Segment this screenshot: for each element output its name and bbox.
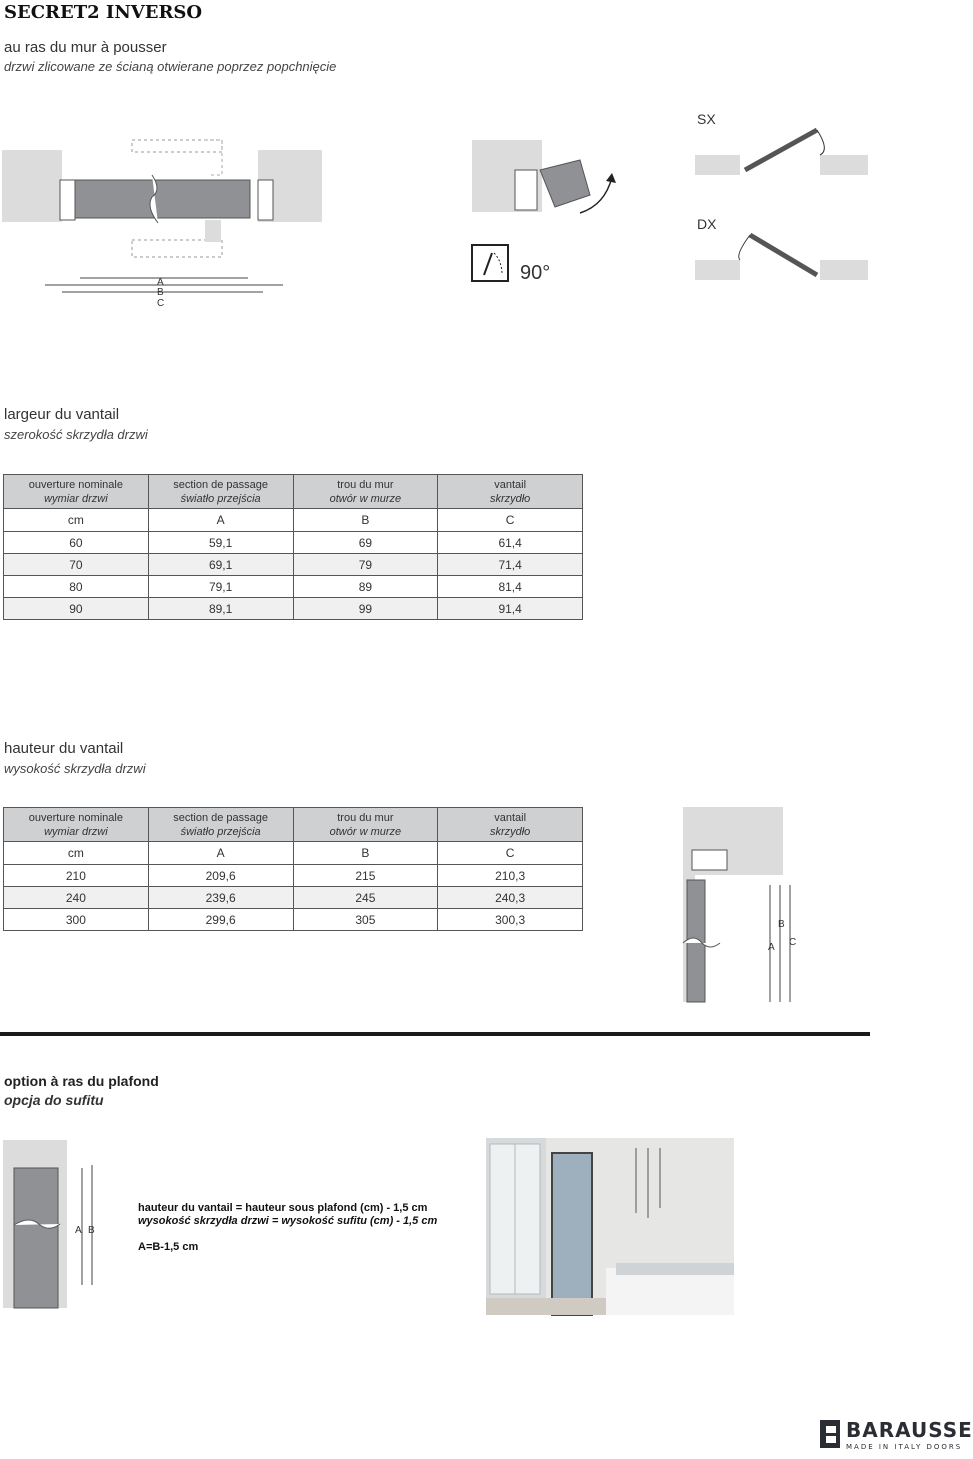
height-table <box>3 807 583 931</box>
brand-tagline: MADE IN ITALY DOORS <box>846 1443 963 1451</box>
table-cell: 69,1 <box>148 554 293 576</box>
unit-cell: A <box>148 842 293 865</box>
unit-cell: C <box>438 842 583 865</box>
column-header-fr: ouverture nominale <box>28 811 123 824</box>
table-cell: 89 <box>293 576 438 598</box>
formula-pl: wysokość skrzydła drzwi = wysokość sufitu (cm) - 1,5 cm <box>138 1215 438 1227</box>
door-plan-diagram <box>0 135 330 310</box>
table-cell: 299,6 <box>148 909 293 931</box>
width-title-fr: largeur du vantail <box>4 406 120 423</box>
column-header-pl: otwór w murze <box>329 492 402 505</box>
ceiling-option-title-fr: option à ras du plafond <box>4 1073 159 1089</box>
width-title-pl: szerokość skrzydła drzwi <box>4 427 148 442</box>
column-header-fr: trou du mur <box>337 478 394 491</box>
column-header <box>4 808 149 842</box>
height-title-pl: wysokość skrzydła drzwi <box>4 761 146 776</box>
table-row <box>4 532 583 554</box>
room-photo <box>486 1138 734 1315</box>
table-cell: 80 <box>4 576 149 598</box>
subtitle-fr: au ras du mur à pousser <box>4 39 167 56</box>
column-header <box>4 475 149 509</box>
column-header-pl: wymiar drzwi <box>44 825 108 838</box>
opening-detail-diagram <box>470 135 630 215</box>
sx-label: SX <box>697 111 716 127</box>
sx-opening-diagram <box>695 125 870 185</box>
angle-label: 90° <box>520 262 551 284</box>
table-cell: 209,6 <box>148 865 293 887</box>
ceiling-option-title-pl: opcja do sufitu <box>4 1092 104 1108</box>
column-header-pl: wymiar drzwi <box>44 492 108 505</box>
table-header-row <box>4 808 583 842</box>
subtitle-pl: drzwi zlicowane ze ścianą otwierane poprzez popchnięcie <box>4 59 337 74</box>
table-cell: 300,3 <box>438 909 583 931</box>
table-cell: 90 <box>4 598 149 620</box>
side-label-c: C <box>789 937 797 948</box>
column-header-pl: otwór w murze <box>329 825 402 838</box>
side-label-b: B <box>778 919 785 930</box>
formula-short: A=B-1,5 cm <box>138 1241 199 1253</box>
table-cell: 91,4 <box>438 598 583 620</box>
dim-label-b: B <box>157 287 164 298</box>
height-section-diagram <box>680 805 810 1005</box>
table-cell: 71,4 <box>438 554 583 576</box>
section-divider <box>0 1032 870 1036</box>
table-header-row <box>4 475 583 509</box>
table-cell: 59,1 <box>148 532 293 554</box>
column-header-fr: trou du mur <box>337 811 394 824</box>
height-title-fr: hauteur du vantail <box>4 740 124 757</box>
table-cell: 81,4 <box>438 576 583 598</box>
table-cell: 99 <box>293 598 438 620</box>
column-header <box>148 808 293 842</box>
column-header-fr: section de passage <box>173 478 269 491</box>
table-cell: 240,3 <box>438 887 583 909</box>
column-header <box>293 808 438 842</box>
table-cell: 61,4 <box>438 532 583 554</box>
table-row <box>4 865 583 887</box>
table-row <box>4 554 583 576</box>
column-header-fr: ouverture nominale <box>28 478 123 491</box>
unit-cell: B <box>293 842 438 865</box>
table-cell: 89,1 <box>148 598 293 620</box>
column-header <box>293 475 438 509</box>
unit-cell: cm <box>4 509 149 532</box>
page-title: SECRET2 INVERSO <box>4 2 203 23</box>
dx-label: DX <box>697 216 717 232</box>
column-header <box>148 475 293 509</box>
table-cell: 300 <box>4 909 149 931</box>
table-row <box>4 909 583 931</box>
angle-90-icon <box>470 243 560 283</box>
table-cell: 215 <box>293 865 438 887</box>
column-header-fr: section de passage <box>173 811 269 824</box>
table-cell: 239,6 <box>148 887 293 909</box>
unit-cell: C <box>438 509 583 532</box>
dim-label-a: A <box>157 277 164 288</box>
table-cell: 245 <box>293 887 438 909</box>
table-cell: 79 <box>293 554 438 576</box>
side-label-a: A <box>768 942 775 953</box>
formula-fr: hauteur du vantail = hauteur sous plafond (cm) - 1,5 cm <box>138 1202 428 1214</box>
table-cell: 240 <box>4 887 149 909</box>
column-header <box>438 808 583 842</box>
table-cell: 210,3 <box>438 865 583 887</box>
unit-cell: B <box>293 509 438 532</box>
column-header-pl: skrzydło <box>489 492 531 505</box>
width-table <box>3 474 583 620</box>
table-cell: 210 <box>4 865 149 887</box>
ceiling-section-diagram <box>0 1140 110 1310</box>
brand-name: BARAUSSE <box>846 1418 973 1442</box>
table-cell: 69 <box>293 532 438 554</box>
units-row <box>4 842 583 865</box>
table-row <box>4 576 583 598</box>
table-row <box>4 887 583 909</box>
column-header-fr: vantail <box>494 478 527 491</box>
column-header <box>438 475 583 509</box>
column-header-pl: światło przejścia <box>180 492 261 505</box>
ceiling-label-a: A <box>75 1225 82 1236</box>
ceiling-label-b: B <box>88 1225 95 1236</box>
table-cell: 60 <box>4 532 149 554</box>
brand-logo <box>818 1418 973 1459</box>
table-row <box>4 598 583 620</box>
units-row <box>4 509 583 532</box>
column-header-pl: światło przejścia <box>180 825 261 838</box>
unit-cell: cm <box>4 842 149 865</box>
table-cell: 305 <box>293 909 438 931</box>
dim-label-c: C <box>157 298 165 309</box>
unit-cell: A <box>148 509 293 532</box>
dx-opening-diagram <box>695 230 870 285</box>
table-cell: 79,1 <box>148 576 293 598</box>
column-header-fr: vantail <box>494 811 527 824</box>
table-cell: 70 <box>4 554 149 576</box>
column-header-pl: skrzydło <box>489 825 531 838</box>
